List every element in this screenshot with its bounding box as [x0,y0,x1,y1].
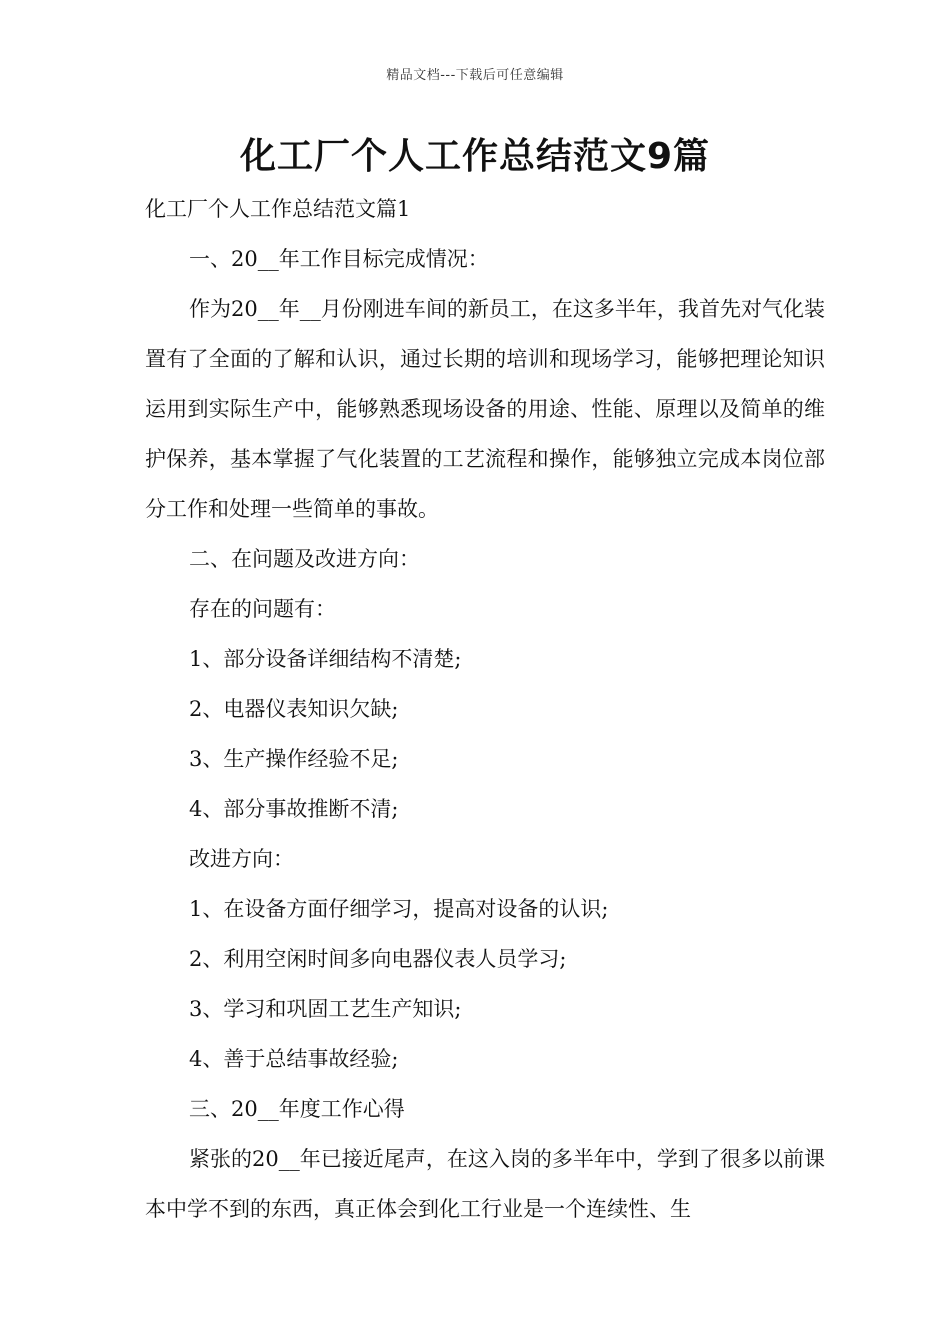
document-body [145,184,825,1234]
list-item: 1、部分设备详细结构不清楚; [189,647,462,671]
heading-goals: 一、20__年工作目标完成情况： [189,247,489,271]
subheading-existing-problems: 存在的问题有： [189,597,336,621]
heading-problems: 二、在问题及改进方向： [189,547,420,571]
list-item: 2、电器仪表知识欠缺; [189,697,399,721]
list-item: 4、善于总结事故经验; [189,1047,399,1071]
heading-insights: 三、20__年度工作心得 [189,1097,405,1121]
header-note: 精品文档---下载后可任意编辑 [386,68,564,83]
subheading-improvement: 改进方向： [189,847,294,871]
body-paragraph: 紧张的20__年已接近尾声，在这入岗的多半年中，学到了很多以前课本中学不到的东西，真正体会到化工行业是一个连续性、生 [145,1147,825,1221]
body-paragraph: 作为20__年__月份刚进车间的新员工，在这多半年，我首先对气化装置有了全面的了解和认识，通过长期的培训和现场学习，能够把理论知识运用到实际生产中，能够熟悉现场设备的用途、性能、原理以及简单的维护保养，基本掌握了气化装置的工艺流程和操作，能够独立完成本岗位部分工作和处理一些简单的事故。 [145,297,825,521]
section-title: 化工厂个人工作总结范文篇1 [145,197,411,221]
list-item: 4、部分事故推断不清; [189,797,399,821]
list-item: 3、学习和巩固工艺生产知识; [189,997,462,1021]
document-title: 化工厂个人工作总结范文9篇 [239,136,711,177]
list-item: 3、生产操作经验不足; [189,747,399,771]
list-item: 2、利用空闲时间多向电器仪表人员学习; [189,947,567,971]
list-item: 1、在设备方面仔细学习，提高对设备的认识; [189,897,609,921]
